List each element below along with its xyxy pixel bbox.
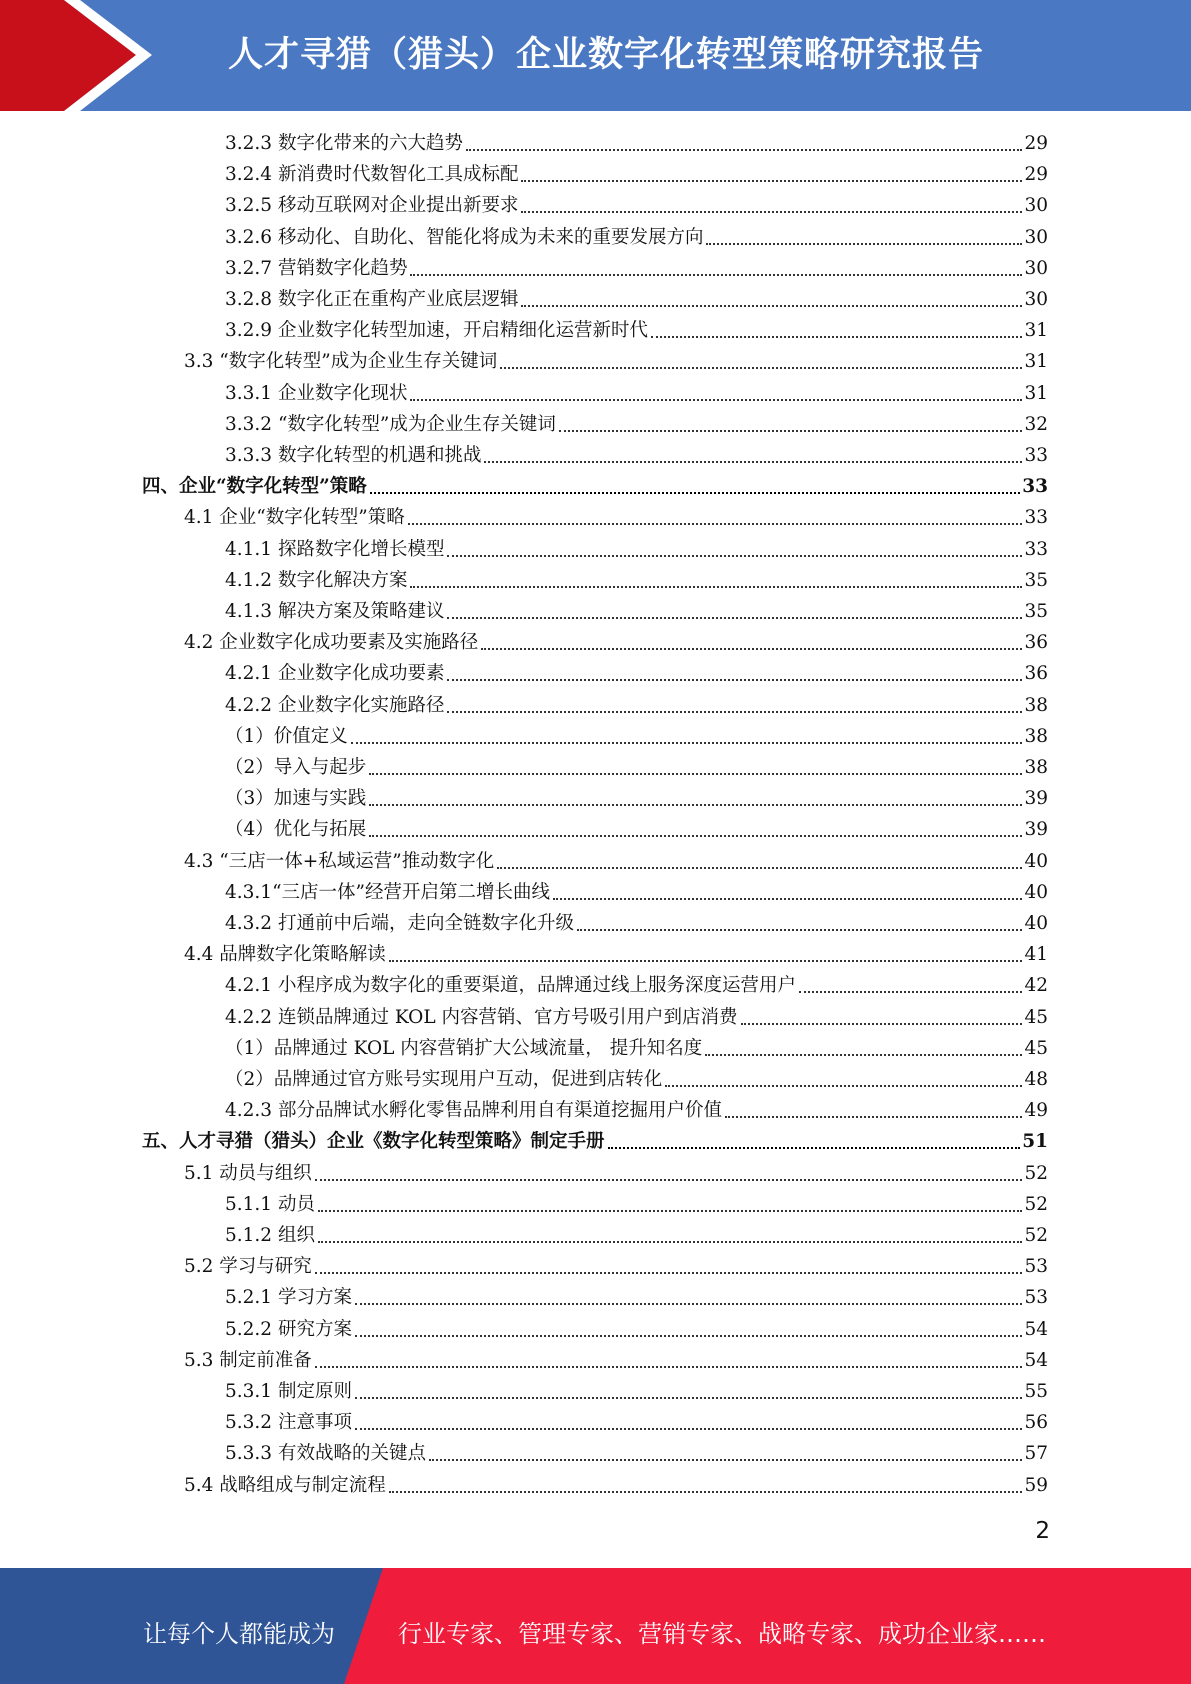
toc-entry-page: 32 <box>1024 413 1048 435</box>
toc-dot-leader <box>355 1397 1023 1399</box>
toc-entry-page: 48 <box>1024 1069 1048 1090</box>
footer-slogan-left: 让每个人都能成为 <box>143 1620 335 1648</box>
toc-entry-page: 49 <box>1024 1100 1048 1122</box>
toc-entry-title: （2）品牌通过官方账号实现用户互动，促进到店转化 <box>225 1069 663 1090</box>
toc-entry-page: 30 <box>1024 289 1048 310</box>
toc-entry-page: 38 <box>1024 694 1048 716</box>
toc-entry-page: 54 <box>1024 1349 1048 1371</box>
toc-entry-title: 5.3.3 有效战略的关键点 <box>225 1443 426 1465</box>
toc-entry-title: 5.1.2 组织 <box>225 1225 315 1246</box>
toc-entry-title: 3.2.9 企业数字化转型加速，开启精细化运营新时代 <box>225 320 648 342</box>
toc-entry[interactable] <box>225 1437 1048 1468</box>
toc-dot-leader <box>318 1241 1023 1243</box>
toc-entry-title: 4.2.2 连锁品牌通过 KOL 内容营销、官方号吸引用户到店消费 <box>225 1006 738 1028</box>
toc-entry[interactable] <box>225 1063 1048 1094</box>
toc-entry-page: 51 <box>1022 1131 1048 1153</box>
toc-entry-title: 3.3.2 “数字化转型”成为企业生存关键词 <box>225 413 556 435</box>
toc-entry-page: 55 <box>1024 1381 1048 1402</box>
toc-entry-title: 四、企业“数字化转型”策略 <box>142 476 367 498</box>
toc-entry-title: （3）加速与实践 <box>225 788 367 810</box>
toc-entry-page: 40 <box>1024 850 1048 872</box>
toc-entry-title: 4.3.1“三店一体”经营开启第二增长曲线 <box>225 881 550 903</box>
toc-entry-title: 3.2.6 移动化、自助化、智能化将成为未来的重要发展方向 <box>225 226 704 248</box>
toc-entry-page: 38 <box>1024 757 1048 778</box>
toc-entry-title: 3.2.4 新消费时代数智化工具成标配 <box>225 164 519 186</box>
page-number: 2 <box>1035 1518 1050 1544</box>
toc-entry-title: 3.3.3 数字化转型的机遇和挑战 <box>225 445 482 466</box>
toc-dot-leader <box>355 1303 1023 1305</box>
toc-entry[interactable] <box>225 907 1048 938</box>
toc-entry[interactable] <box>225 1375 1048 1406</box>
toc-entry-page: 33 <box>1022 476 1048 498</box>
toc-dot-leader <box>521 211 1022 213</box>
toc-entry-page: 35 <box>1024 569 1048 591</box>
toc-dot-leader <box>741 1023 1023 1025</box>
toc-entry[interactable] <box>225 533 1048 564</box>
toc-entry[interactable] <box>225 1032 1048 1063</box>
toc-dot-leader <box>351 742 1023 744</box>
toc-entry-page: 40 <box>1024 881 1048 903</box>
toc-entry[interactable] <box>225 876 1048 907</box>
toc-entry[interactable] <box>225 1406 1048 1437</box>
toc-entry-title: （4）优化与拓展 <box>225 819 367 841</box>
toc-entry-page: 53 <box>1024 1256 1048 1278</box>
toc-entry-page: 52 <box>1024 1225 1048 1246</box>
toc-dot-leader <box>651 336 1022 338</box>
toc-entry[interactable] <box>184 501 1048 532</box>
toc-entry[interactable] <box>225 1219 1048 1250</box>
toc-entry-title: 3.2.8 数字化正在重构产业底层逻辑 <box>225 289 519 310</box>
toc-entry-page: 38 <box>1024 725 1048 747</box>
toc-entry[interactable] <box>225 439 1048 470</box>
toc-entry-title: 3.2.3 数字化带来的六大趋势 <box>225 133 463 154</box>
toc-entry-page: 42 <box>1024 975 1048 997</box>
toc-entry-page: 36 <box>1024 663 1048 685</box>
toc-entry-title: 5.4 战略组成与制定流程 <box>184 1474 386 1496</box>
toc-entry[interactable] <box>225 751 1048 782</box>
toc-dot-leader <box>410 586 1022 588</box>
toc-dot-leader <box>408 523 1023 525</box>
toc-entry-page: 30 <box>1024 257 1048 279</box>
toc-entry-page: 59 <box>1024 1474 1048 1496</box>
toc-entry-title: 4.2.1 小程序成为数字化的重要渠道，品牌通过线上服务深度运营用户 <box>225 975 796 997</box>
toc-entry-title: 4.3.2 打通前中后端，走向全链数字化升级 <box>225 913 574 934</box>
toc-entry-page: 31 <box>1024 382 1048 404</box>
toc-entry-page: 29 <box>1024 133 1048 154</box>
toc-entry[interactable] <box>225 283 1048 314</box>
toc-entry[interactable] <box>142 470 1048 501</box>
toc-entry-title: 4.2.3 部分品牌试水孵化零售品牌利用自有渠道挖掘用户价值 <box>225 1100 722 1122</box>
toc-entry-title: 4.1.2 数字化解决方案 <box>225 569 408 591</box>
toc-entry-title: 4.1 企业“数字化转型”策略 <box>184 507 405 529</box>
toc-entry[interactable] <box>184 345 1048 376</box>
toc-entry-title: 3.3 “数字化转型”成为企业生存关键词 <box>184 351 498 373</box>
toc-entry-title: 5.3.1 制定原则 <box>225 1381 352 1402</box>
toc-dot-leader <box>447 679 1022 681</box>
toc-dot-leader <box>608 1147 1021 1149</box>
toc-dot-leader <box>559 430 1023 432</box>
toc-entry-page: 36 <box>1024 632 1048 654</box>
toc-dot-leader <box>370 492 1020 494</box>
toc-dot-leader <box>706 243 1022 245</box>
toc-entry[interactable] <box>184 1344 1048 1375</box>
toc-dot-leader <box>315 1179 1023 1181</box>
toc-entry[interactable] <box>225 189 1048 220</box>
toc-dot-leader <box>447 555 1022 557</box>
toc-entry[interactable] <box>184 1250 1048 1281</box>
toc-entry[interactable] <box>225 1094 1048 1125</box>
toc-dot-leader <box>369 835 1022 837</box>
toc-entry-page: 30 <box>1024 226 1048 248</box>
document-title: 人才寻猎（猎头）企业数字化转型策略研究报告 <box>228 35 985 75</box>
toc-dot-leader <box>553 898 1022 900</box>
toc-entry-title: 5.2 学习与研究 <box>184 1256 312 1278</box>
toc-dot-leader <box>799 991 1022 993</box>
toc-entry-page: 33 <box>1024 538 1048 560</box>
toc-dot-leader <box>369 773 1022 775</box>
toc-dot-leader <box>484 461 1022 463</box>
toc-entry[interactable] <box>225 127 1048 158</box>
toc-entry-title: （1）品牌通过 KOL 内容营销扩大公域流量， 提升知名度 <box>225 1037 703 1059</box>
toc-entry-title: 5.2.2 研究方案 <box>225 1318 352 1340</box>
toc-entry-page: 35 <box>1024 601 1048 622</box>
toc-entry-title: 五、人才寻猎（猎头）企业《数字化转型策略》制定手册 <box>142 1131 605 1153</box>
toc-entry-title: 3.3.1 企业数字化现状 <box>225 382 408 404</box>
toc-entry[interactable] <box>225 689 1048 720</box>
toc-dot-leader <box>369 804 1022 806</box>
toc-dot-leader <box>466 149 1022 151</box>
toc-entry-title: 5.1.1 动员 <box>225 1193 315 1215</box>
toc-entry-title: 5.2.1 学习方案 <box>225 1287 352 1309</box>
toc-entry-title: 4.1.3 解决方案及策略建议 <box>225 601 445 622</box>
toc-entry[interactable] <box>184 626 1048 657</box>
toc-entry-title: 3.2.5 移动互联网对企业提出新要求 <box>225 195 519 217</box>
toc-dot-leader <box>355 1335 1023 1337</box>
toc-entry-page: 52 <box>1024 1193 1048 1215</box>
toc-entry-page: 29 <box>1024 164 1048 186</box>
toc-entry[interactable] <box>225 720 1048 751</box>
toc-dot-leader <box>318 1210 1023 1212</box>
toc-dot-leader <box>481 648 1022 650</box>
toc-dot-leader <box>389 960 1023 962</box>
toc-entry[interactable] <box>184 1469 1048 1500</box>
toc-entry-title: 4.2.2 企业数字化实施路径 <box>225 694 445 716</box>
toc-entry[interactable] <box>142 1125 1048 1156</box>
toc-entry[interactable] <box>225 1001 1048 1032</box>
toc-entry-page: 31 <box>1024 351 1048 373</box>
toc-entry[interactable] <box>225 657 1048 688</box>
toc-dot-leader <box>315 1366 1023 1368</box>
toc-entry-page: 39 <box>1024 788 1048 810</box>
toc-dot-leader <box>429 1459 1022 1461</box>
toc-entry-page: 52 <box>1024 1162 1048 1184</box>
toc-dot-leader <box>447 711 1022 713</box>
toc-entry-page: 41 <box>1024 944 1048 966</box>
toc-entry-page: 40 <box>1024 913 1048 934</box>
toc-entry-title: 4.2.1 企业数字化成功要素 <box>225 663 445 685</box>
toc-entry[interactable] <box>225 1313 1048 1344</box>
toc-dot-leader <box>389 1491 1023 1493</box>
toc-entry[interactable] <box>184 1157 1048 1188</box>
toc-entry-title: 5.1 动员与组织 <box>184 1162 312 1184</box>
toc-entry[interactable] <box>225 158 1048 189</box>
toc-dot-leader <box>577 929 1022 931</box>
toc-entry[interactable] <box>225 969 1048 1000</box>
toc-entry[interactable] <box>225 1188 1048 1219</box>
toc-entry[interactable] <box>225 1281 1048 1312</box>
toc-dot-leader <box>410 399 1022 401</box>
toc-entry[interactable] <box>184 938 1048 969</box>
toc-entry[interactable] <box>225 408 1048 439</box>
toc-entry-title: 4.3 “三店一体+私域运营”推动数字化 <box>184 850 495 872</box>
toc-entry-page: 39 <box>1024 819 1048 841</box>
toc-entry[interactable] <box>225 314 1048 345</box>
page-footer <box>0 1568 1191 1684</box>
toc-entry-page: 45 <box>1024 1037 1048 1059</box>
toc-dot-leader <box>665 1085 1022 1087</box>
toc-dot-leader <box>355 1428 1023 1430</box>
toc-entry-title: （2）导入与起步 <box>225 757 367 778</box>
toc-entry[interactable] <box>225 595 1048 626</box>
toc-entry[interactable] <box>225 813 1048 844</box>
toc-entry[interactable] <box>225 252 1048 283</box>
toc-entry-page: 33 <box>1024 445 1048 466</box>
toc-dot-leader <box>315 1272 1023 1274</box>
toc-entry[interactable] <box>225 564 1048 595</box>
toc-dot-leader <box>497 867 1022 869</box>
toc-dot-leader <box>500 367 1022 369</box>
footer-slogan-right: 行业专家、管理专家、营销专家、战略专家、成功企业家…… <box>398 1620 1046 1648</box>
toc-entry[interactable] <box>225 377 1048 408</box>
toc-dot-leader <box>521 180 1022 182</box>
toc-entry-title: 4.2 企业数字化成功要素及实施路径 <box>184 632 479 654</box>
toc-entry-title: 3.2.7 营销数字化趋势 <box>225 257 408 279</box>
toc-dot-leader <box>705 1054 1022 1056</box>
toc-entry-page: 57 <box>1024 1443 1048 1465</box>
page-header <box>0 0 1191 111</box>
toc-entry-title: 5.3.2 注意事项 <box>225 1412 352 1434</box>
toc-entry[interactable] <box>225 782 1048 813</box>
toc-entry-title: （1）价值定义 <box>225 725 348 747</box>
toc-entry-page: 54 <box>1024 1318 1048 1340</box>
toc-entry-title: 4.4 品牌数字化策略解读 <box>184 944 386 966</box>
toc-entry-page: 53 <box>1024 1287 1048 1309</box>
toc-entry-page: 33 <box>1024 507 1048 529</box>
toc-entry[interactable] <box>184 845 1048 876</box>
toc-dot-leader <box>725 1116 1022 1118</box>
toc-entry-page: 30 <box>1024 195 1048 217</box>
toc-entry[interactable] <box>225 221 1048 252</box>
toc-dot-leader <box>410 274 1022 276</box>
toc-entry-title: 5.3 制定前准备 <box>184 1349 312 1371</box>
toc-entry-page: 45 <box>1024 1006 1048 1028</box>
toc-entry-title: 4.1.1 探路数字化增长模型 <box>225 538 445 560</box>
toc-dot-leader <box>447 617 1022 619</box>
toc-entry-page: 56 <box>1024 1412 1048 1434</box>
toc-dot-leader <box>521 305 1022 307</box>
toc-entry-page: 31 <box>1024 320 1048 342</box>
